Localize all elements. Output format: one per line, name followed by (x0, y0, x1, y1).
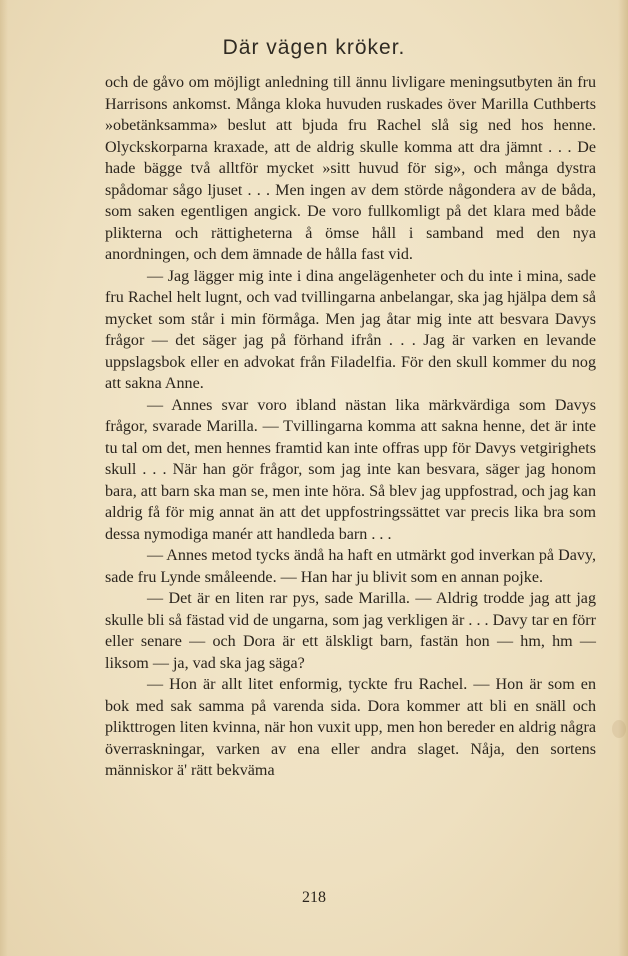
page-number: 218 (302, 889, 326, 906)
running-head-title: Där vägen kröker. (222, 36, 406, 59)
paragraph: — Annes metod tycks ändå ha haft en utmärkt god inverkan på Davy, sade fru Lynde småleende. — Han har ju blivit som en annan pojke. (105, 547, 596, 586)
paper-stain (612, 720, 626, 738)
page-edge-shadow-right (618, 0, 628, 956)
paragraph: — Det är en liten rar pys, sade Marilla. — Aldrig trodde jag att jag skulle bli så fästad vid de ungarna, som jag verkligen är . . . Davy tar en förr eller senare — och Dora är ett älskligt barn, fastän hon — hm, hm — liksom — ja, vad ska jag säga? (105, 590, 596, 672)
paragraph: och de gåvo om möjligt anledning till ännu livligare meningsutbyten än fru Harrisons ankomst. Många kloka huvuden ruskades över Marilla Cuthberts »obetänksamma» beslut att bjuda fru Rachel slå sig ned hos henne. Olyckskorparna kraxade, att de aldrig skulle komma att dra jämnt . . . De hade bägge två alltför mycket »sitt huvud för sig», och många dystra spådomar sågo ljuset . . . Men ingen av dem störde någondera av de båda, som saken egentligen angick. De voro fullkomligt på det klara med både plikterna och rättigheterna å ömse håll i samband med den nya anordningen, och dem ämnade de hålla fast vid. (105, 74, 596, 263)
paragraph: — Hon är allt litet enformig, tyckte fru Rachel. — Hon är som en bok med sak samma på varenda sida. Dora kommer att bli en snäll och plikttrogen liten kvinna, när hon vuxit upp, men hon bereder en aldrig några överraskningar, varken av ena eller andra slaget. Nåja, den sortens människor ä' rätt bekväma (105, 676, 596, 779)
paragraph: — Jag lägger mig inte i dina angelägenheter och du inte i mina, sade fru Rachel helt lugnt, och vad tvillingarna anbelangar, ska jag hjälpa dem så mycket som står i min förmåga. Men jag åtar mig inte att besvara Davys frågor — det säger jag på förhand ifrån . . . Jag är varken en levande uppslagsbok eller en advokat från Filadelfia. För den skull kommer du nog att sakna Anne. (105, 267, 596, 392)
page-edge-shadow-left (0, 0, 8, 956)
body-text (105, 72, 596, 782)
paragraph: — Annes svar voro ibland nästan lika märkvärdiga som Davys frågor, svarade Marilla. — Tvillingarna komma att sakna henne, det är inte tu tal om det, men hennes framtid kan inte offras upp för Davys vetgirighets skull . . . När han gör frågor, som jag inte kan besvara, säger jag honom bara, att barn ska man se, men inte höra. Så blev jag uppfostrad, och jag kan aldrig få för mig annat än att det uppfostringssättet var precis lika bra som dessa nymodiga manér att handleda barn . . . (105, 396, 596, 543)
